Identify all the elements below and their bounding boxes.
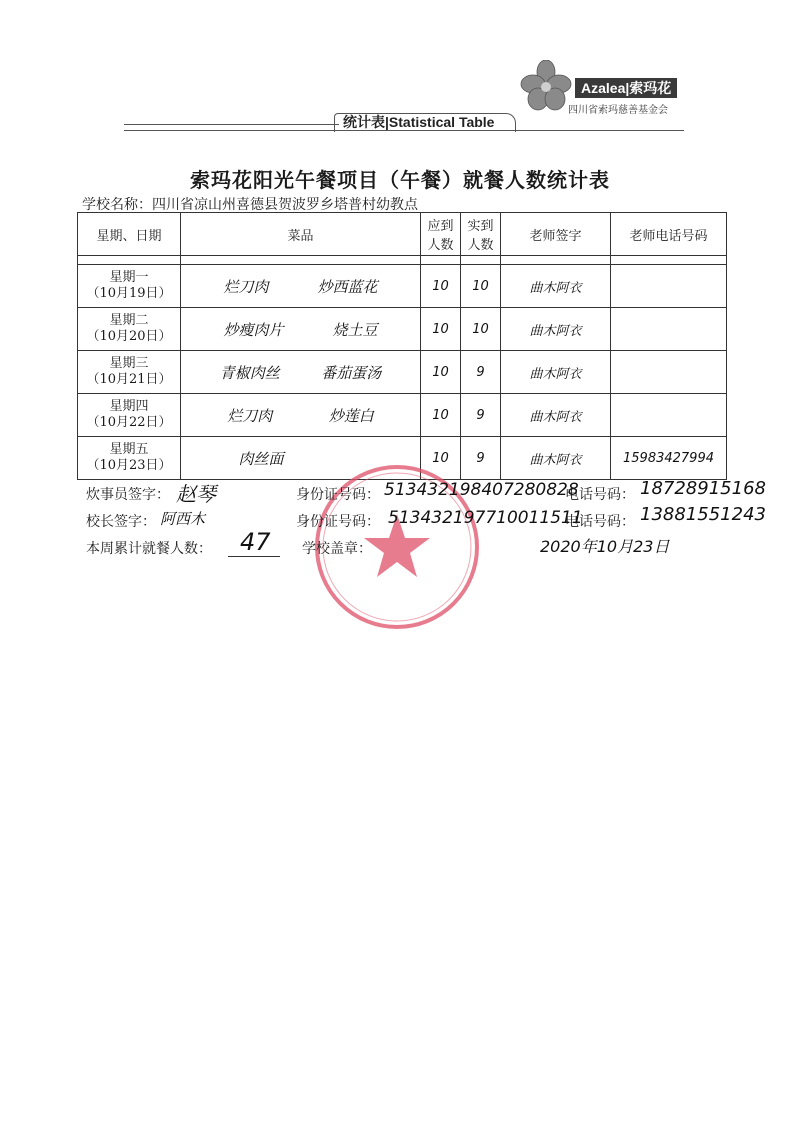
- teacher-signature: 曲木阿衣: [501, 351, 611, 394]
- actual-count: 10: [461, 265, 501, 308]
- teacher-signature: 曲木阿衣: [501, 394, 611, 437]
- cook-id-label: 身份证号码：: [296, 487, 380, 503]
- teacher-phone: 15983427994: [611, 437, 727, 480]
- weekly-total-label: 本周累计就餐人数：: [86, 541, 212, 557]
- teacher-phone: [611, 351, 727, 394]
- meal-count-table: [77, 212, 727, 480]
- dishes-cell: [181, 394, 421, 437]
- dish-2: 番茄蛋汤: [321, 363, 382, 382]
- azalea-flower-logo: [520, 60, 572, 112]
- dishes-cell: [181, 308, 421, 351]
- document-title: 索玛花阳光午餐项目（午餐）就餐人数统计表: [190, 168, 610, 192]
- expected-count: 10: [421, 437, 461, 480]
- table-row: [78, 394, 727, 437]
- table-row: [78, 308, 727, 351]
- dishes-cell: [181, 351, 421, 394]
- principal-id-label: 身份证号码：: [296, 514, 380, 530]
- teacher-signature: 曲木阿衣: [501, 265, 611, 308]
- dishes-cell: [181, 265, 421, 308]
- actual-count: 9: [461, 437, 501, 480]
- teacher-signature: 曲木阿衣: [501, 437, 611, 480]
- dish-2: 炒西蓝花: [317, 277, 378, 296]
- cook-phone-label: 电话号码：: [565, 487, 635, 503]
- statistical-table-tab: 统计表|Statistical Table: [343, 114, 495, 130]
- dish-2: 烧土豆: [332, 320, 378, 339]
- foundation-name: 四川省索玛慈善基金会: [568, 105, 668, 116]
- weekly-total-underline: [228, 556, 280, 557]
- header-expected: 应到 人数: [421, 213, 461, 256]
- principal-phone-label: 电话号码：: [565, 514, 635, 530]
- header-day: 星期、日期: [78, 213, 181, 256]
- table-spacer-row: [78, 256, 727, 265]
- header-teacher-sign: 老师签字: [501, 213, 611, 256]
- principal-signature: 阿西木: [160, 510, 206, 528]
- dish-2: 炒莲白: [328, 406, 374, 425]
- brand-name: Azalea|索玛花: [575, 78, 677, 98]
- weekly-total: 47: [240, 528, 271, 556]
- school-label: 学校名称：: [82, 197, 152, 213]
- date: （10月20日）: [86, 329, 172, 344]
- day-cell: [78, 351, 181, 394]
- dish-1: 肉丝面: [238, 449, 284, 468]
- day-cell: [78, 437, 181, 480]
- teacher-phone: [611, 394, 727, 437]
- school-name: 四川省凉山州喜德县贺波罗乡塔普村幼教点: [152, 197, 418, 213]
- weekday: 星期一: [109, 270, 149, 285]
- school-line: [82, 194, 418, 214]
- principal-id-number: 513432197710011511: [388, 508, 583, 528]
- cook-signature-label: 炊事员签字：: [86, 487, 170, 503]
- teacher-phone: [611, 308, 727, 351]
- weekday: 星期二: [109, 313, 149, 328]
- day-cell: [78, 394, 181, 437]
- date: （10月22日）: [86, 415, 172, 430]
- day-cell: [78, 265, 181, 308]
- weekday: 星期三: [109, 356, 149, 371]
- seal-label: 学校盖章：: [302, 541, 372, 557]
- expected-count: 10: [421, 351, 461, 394]
- date: （10月21日）: [86, 372, 172, 387]
- principal-phone: 13881551243: [640, 504, 766, 525]
- teacher-phone: [611, 265, 727, 308]
- cook-id-number: 513432198407280828: [384, 480, 579, 500]
- header-actual: 实到 人数: [461, 213, 501, 256]
- principal-signature-label: 校长签字：: [86, 514, 156, 530]
- teacher-signature: 曲木阿衣: [501, 308, 611, 351]
- weekday: 星期四: [109, 399, 149, 414]
- cook-signature: 赵琴: [176, 482, 216, 506]
- expected-count: 10: [421, 394, 461, 437]
- dish-1: 烂刀肉: [227, 406, 273, 425]
- actual-count: 9: [461, 351, 501, 394]
- table-header-row: [78, 213, 727, 256]
- report-date: 2020年10月23日: [540, 537, 670, 556]
- day-cell: [78, 308, 181, 351]
- dish-1: 青椒肉丝: [219, 363, 280, 382]
- dish-1: 炒瘦肉片: [223, 320, 284, 339]
- actual-count: 9: [461, 394, 501, 437]
- header-divider-left: [124, 124, 339, 125]
- header-dishes: 菜品: [181, 213, 421, 256]
- expected-count: 10: [421, 308, 461, 351]
- table-row: [78, 351, 727, 394]
- actual-count: 10: [461, 308, 501, 351]
- cook-phone: 18728915168: [640, 478, 766, 499]
- dish-1: 烂刀肉: [223, 277, 269, 296]
- date: （10月23日）: [86, 458, 172, 473]
- table-row: [78, 265, 727, 308]
- header-teacher-phone: 老师电话号码: [611, 213, 727, 256]
- expected-count: 10: [421, 265, 461, 308]
- date: （10月19日）: [86, 286, 172, 301]
- weekday: 星期五: [109, 442, 149, 457]
